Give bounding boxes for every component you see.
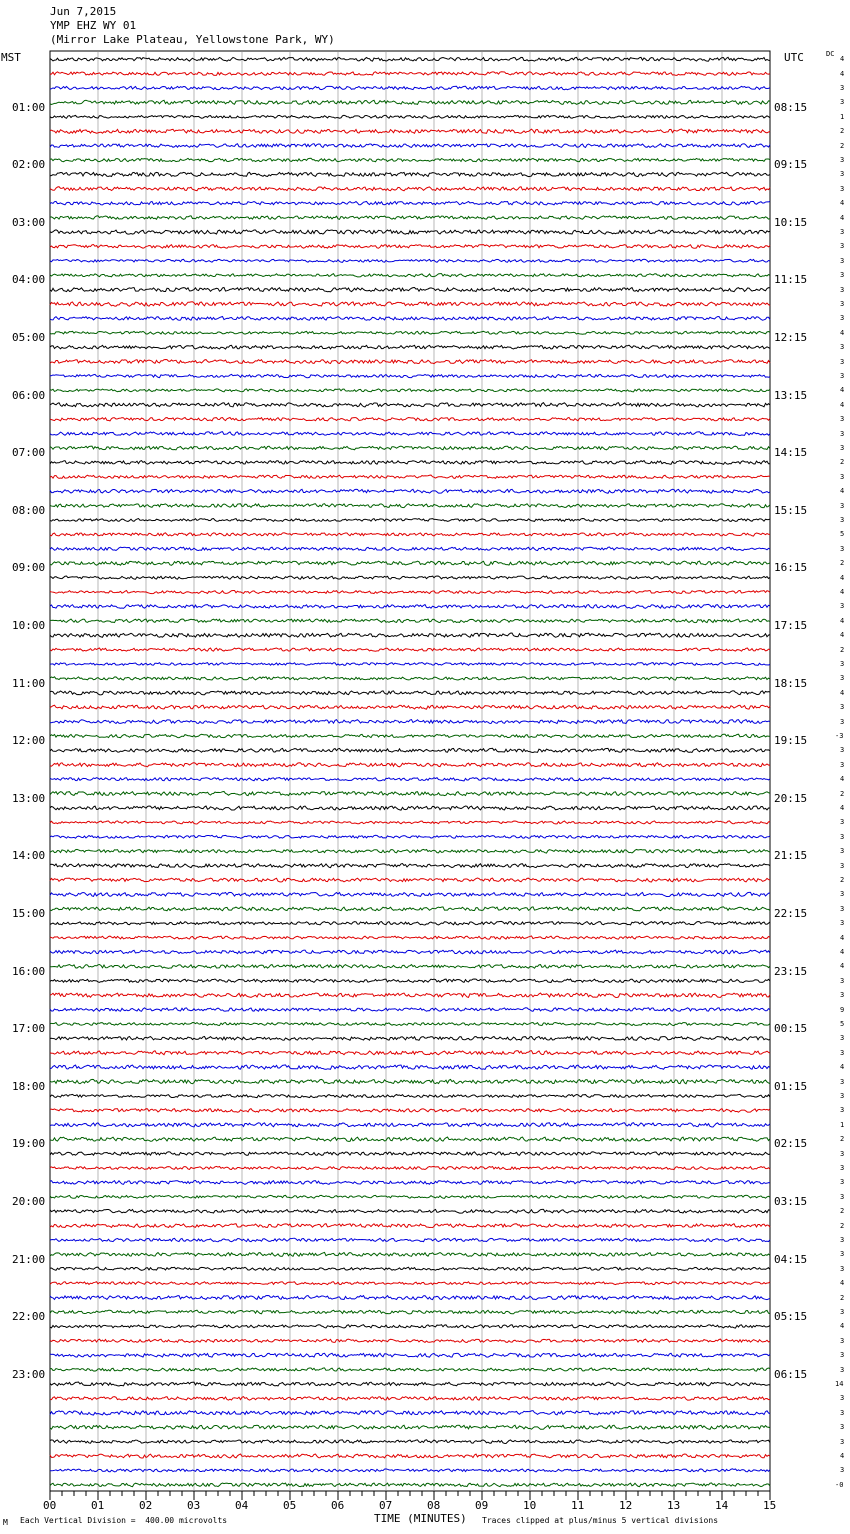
- dc-offset-value: 3: [840, 1250, 845, 1259]
- dc-offset-value: 3: [840, 300, 845, 308]
- trace-row: [50, 662, 770, 665]
- x-tick-label: 09: [475, 1499, 489, 1512]
- mst-hour-label: 04:00: [12, 273, 46, 287]
- dc-label: DC: [826, 50, 835, 58]
- trace-row: [50, 950, 770, 954]
- dc-offset-value: 3: [840, 1466, 845, 1475]
- trace-row: [50, 519, 770, 522]
- trace-row: [50, 1209, 770, 1213]
- x-tick-label: 10: [523, 1499, 537, 1512]
- dc-offset-value: 3: [840, 1423, 845, 1432]
- mst-hour-label: 22:00: [12, 1310, 46, 1324]
- utc-hour-label: 18:15: [774, 676, 808, 690]
- trace-row: [50, 864, 770, 868]
- utc-hour-label: 10:15: [774, 215, 808, 229]
- dc-offset-value: 4: [840, 933, 845, 942]
- trace-row: [50, 1411, 770, 1415]
- trace-row: [50, 461, 770, 465]
- utc-label: UTC: [784, 51, 804, 64]
- dc-offset-value: 3: [840, 1077, 845, 1086]
- dc-offset-value: 3: [840, 1308, 845, 1316]
- trace-row: [50, 604, 770, 608]
- dc-offset-value: 4: [840, 386, 845, 395]
- x-tick-label: 02: [139, 1499, 153, 1512]
- trace-row: [50, 734, 770, 737]
- dc-offset-value: 1: [840, 112, 845, 121]
- trace-row: [50, 979, 770, 983]
- x-tick-label: 11: [571, 1499, 585, 1512]
- dc-offset-value: 3: [840, 472, 845, 481]
- dc-offset-value: 3: [840, 429, 845, 438]
- trace-row: [50, 331, 770, 334]
- dc-offset-value: 3: [840, 1192, 845, 1201]
- trace-row: [50, 878, 770, 882]
- dc-offset-value: 3: [840, 271, 845, 280]
- dc-offset-value: 3: [840, 343, 845, 352]
- trace-row: [50, 100, 770, 104]
- dc-offset-value: 3: [840, 1092, 845, 1100]
- trace-row: [50, 705, 770, 709]
- trace-row: [50, 1339, 770, 1342]
- utc-hour-label: 21:15: [774, 849, 808, 863]
- trace-row: [50, 1368, 770, 1371]
- trace-row: [50, 418, 770, 421]
- dc-offset-value: 3: [840, 156, 845, 164]
- trace-row: [50, 835, 770, 838]
- x-tick-label: 07: [379, 1499, 393, 1512]
- dc-offset-value: 3: [840, 991, 845, 1000]
- dc-offset-value: 4: [840, 400, 845, 409]
- dc-offset-value: 14: [835, 1380, 844, 1388]
- dc-offset-value: 3: [840, 228, 845, 236]
- dc-offset-value: 3: [840, 703, 845, 712]
- trace-row: [50, 374, 770, 377]
- mst-hour-label: 03:00: [12, 215, 46, 229]
- trace-row: [50, 1195, 770, 1198]
- trace-row: [50, 172, 770, 176]
- dc-offset-value: 4: [840, 688, 845, 697]
- x-tick-label: 05: [283, 1499, 297, 1512]
- mst-label: MST: [1, 51, 21, 64]
- dc-offset-value: 3: [840, 919, 845, 928]
- dc-offset-value: 3: [840, 415, 845, 424]
- trace-row: [50, 1425, 770, 1429]
- mst-hour-label: 12:00: [12, 734, 46, 748]
- trace-row: [50, 1152, 770, 1156]
- dc-offset-value: 3: [840, 544, 845, 553]
- dc-offset-value: 4: [840, 55, 845, 64]
- dc-offset-value: 2: [840, 876, 845, 884]
- mst-hour-label: 18:00: [12, 1079, 46, 1093]
- utc-hour-label: 13:15: [774, 388, 808, 402]
- trace-row: [50, 1325, 770, 1328]
- dc-offset-value: 4: [840, 962, 845, 971]
- dc-offset-value: 3: [840, 1178, 845, 1187]
- dc-offset-value: 3: [840, 890, 845, 899]
- dc-offset-value: 3: [840, 818, 845, 827]
- trace-row: [50, 345, 770, 349]
- dc-offset-value: 9: [840, 1005, 845, 1014]
- dc-offset-value: 4: [840, 588, 845, 596]
- trace-row: [50, 921, 770, 925]
- dc-offset-value: 3: [840, 832, 845, 841]
- dc-offset-value: 3: [840, 98, 845, 107]
- x-tick-label: 01: [91, 1499, 105, 1512]
- trace-row: [50, 1440, 770, 1444]
- trace-row: [50, 302, 770, 306]
- dc-offset-value: 4: [840, 775, 845, 784]
- trace-row: [50, 57, 770, 61]
- dc-offset-value: 3: [840, 1264, 845, 1273]
- trace-row: [50, 1094, 770, 1097]
- trace-row: [50, 1166, 770, 1169]
- dc-offset-value: 3: [840, 314, 845, 323]
- dc-offset-value: 2: [840, 789, 845, 798]
- mst-hour-label: 21:00: [12, 1252, 46, 1266]
- dc-offset-value: 4: [840, 1279, 845, 1288]
- trace-row: [50, 590, 770, 593]
- dc-offset-value: 3: [840, 357, 845, 366]
- trace-row: [50, 964, 770, 968]
- trace-row: [50, 763, 770, 767]
- x-tick-label: 04: [235, 1499, 249, 1512]
- trace-row: [50, 446, 770, 450]
- mst-hour-label: 16:00: [12, 964, 46, 978]
- x-tick-label: 00: [43, 1499, 57, 1512]
- trace-row: [50, 806, 770, 810]
- dc-offset-value: 3: [840, 1034, 845, 1043]
- x-tick-label: 15: [763, 1499, 777, 1512]
- dc-offset-value: 3: [840, 516, 845, 524]
- dc-offset-value: -0: [835, 1480, 844, 1489]
- dc-offset-value: 3: [840, 717, 845, 726]
- dc-offset-value: 4: [840, 487, 845, 496]
- dc-offset-value: 3: [840, 1394, 845, 1403]
- trace-row: [50, 1123, 770, 1127]
- trace-row: [50, 648, 770, 651]
- dc-offset-value: 3: [840, 1236, 845, 1244]
- x-tick-label: 08: [427, 1499, 441, 1512]
- x-axis-title: TIME (MINUTES): [374, 1512, 467, 1525]
- trace-row: [50, 230, 770, 234]
- dc-offset-value: 3: [840, 170, 845, 179]
- trace-row: [50, 633, 770, 637]
- mst-hour-label: 08:00: [12, 503, 46, 517]
- x-tick-label: 14: [715, 1499, 729, 1512]
- mst-hour-label: 19:00: [12, 1137, 46, 1151]
- dc-offset-value: 3: [840, 760, 845, 769]
- dc-offset-value: 5: [840, 1020, 845, 1028]
- trace-row: [50, 1469, 770, 1472]
- dc-offset-value: 4: [840, 616, 845, 625]
- trace-row: [50, 561, 770, 565]
- trace-row: [50, 547, 770, 550]
- dc-offset-value: 3: [840, 1408, 845, 1417]
- dc-offset-value: 3: [840, 184, 845, 193]
- trace-row: [50, 1238, 770, 1241]
- trace-row: [50, 201, 770, 205]
- utc-hour-label: 06:15: [774, 1367, 808, 1381]
- dc-offset-value: 3: [840, 1149, 845, 1158]
- dc-offset-value: 3: [840, 746, 845, 755]
- dc-offset-value: 4: [840, 573, 845, 582]
- plot-frame: [50, 51, 770, 1491]
- trace-row: [50, 1180, 770, 1184]
- utc-hour-label: 09:15: [774, 158, 808, 172]
- dc-offset-value: 3: [840, 861, 845, 870]
- dc-offset-value: 3: [840, 1164, 845, 1172]
- trace-row: [50, 791, 770, 795]
- trace-row: [50, 115, 770, 118]
- trace-row: [50, 86, 770, 89]
- mst-hour-label: 09:00: [12, 561, 46, 575]
- trace-row: [50, 1282, 770, 1285]
- utc-hour-label: 22:15: [774, 907, 808, 920]
- utc-hour-label: 14:15: [774, 446, 808, 460]
- trace-row: [50, 720, 770, 724]
- dc-offset-value: 4: [840, 1063, 845, 1072]
- dc-offset-value: 3: [840, 444, 845, 452]
- trace-row: [50, 1036, 770, 1040]
- dc-offset-value: 3: [840, 1437, 845, 1446]
- trace-row: [50, 158, 770, 161]
- trace-row: [50, 1382, 770, 1386]
- mst-hour-label: 02:00: [12, 158, 46, 172]
- trace-row: [50, 360, 770, 364]
- trace-row: [50, 691, 770, 695]
- trace-row: [50, 245, 770, 249]
- mst-hour-label: 17:00: [12, 1022, 46, 1036]
- vertical-division-note: Each Vertical Division = 400.00 microvolts: [20, 1516, 228, 1525]
- trace-row: [50, 259, 770, 262]
- trace-row: [50, 1051, 770, 1055]
- dc-offset-value: 2: [840, 127, 845, 136]
- corner-mark: M: [3, 1518, 8, 1527]
- utc-hour-label: 02:15: [774, 1137, 808, 1151]
- utc-hour-label: 03:15: [774, 1195, 808, 1208]
- dc-offset-value: 4: [840, 631, 845, 640]
- mst-hour-label: 14:00: [12, 849, 46, 863]
- dc-offset-value: 3: [840, 372, 845, 380]
- trace-row: [50, 317, 770, 321]
- trace-row: [50, 129, 770, 133]
- trace-row: [50, 1137, 770, 1141]
- dc-offset-value: 2: [840, 1221, 845, 1230]
- trace-row: [50, 403, 770, 407]
- trace-row: [50, 1079, 770, 1083]
- dc-offset-value: 3: [840, 602, 845, 611]
- dc-offset-value: 3: [840, 674, 845, 683]
- utc-hour-label: 08:15: [774, 100, 808, 114]
- trace-row: [50, 778, 770, 781]
- trace-row: [50, 1295, 770, 1299]
- dc-offset-value: 3: [840, 501, 845, 510]
- dc-offset-value: 4: [840, 199, 845, 208]
- dc-offset-value: 2: [840, 1207, 845, 1216]
- dc-offset-value: 2: [840, 645, 845, 654]
- trace-row: [50, 1353, 770, 1357]
- trace-row: [50, 1483, 770, 1487]
- dc-offset-value: 3: [840, 1351, 845, 1360]
- dc-offset-value: 3: [840, 904, 845, 913]
- x-tick-label: 03: [187, 1499, 201, 1512]
- dc-offset-value: 3: [840, 976, 845, 985]
- trace-row: [50, 287, 770, 291]
- dc-offset-value: 2: [840, 141, 845, 150]
- trace-row: [50, 1008, 770, 1012]
- x-tick-label: 12: [619, 1499, 633, 1512]
- trace-row: [50, 187, 770, 191]
- dc-offset-value: 5: [840, 530, 845, 539]
- utc-hour-label: 17:15: [774, 619, 808, 632]
- dc-offset-value: 3: [840, 84, 845, 92]
- trace-row: [50, 936, 770, 939]
- trace-row: [50, 821, 770, 824]
- dc-offset-value: 3: [840, 847, 845, 856]
- trace-row: [50, 677, 770, 680]
- utc-hour-label: 05:15: [774, 1310, 808, 1324]
- station-code: YMP EHZ WY 01: [50, 19, 137, 32]
- dc-offset-value: 3: [840, 285, 845, 294]
- trace-row: [50, 1065, 770, 1069]
- dc-offset-value: 3: [840, 1048, 845, 1057]
- trace-row: [50, 993, 770, 997]
- dc-offset-value: -3: [835, 732, 844, 740]
- trace-row: [50, 475, 770, 478]
- time-axis: [50, 1491, 770, 1500]
- utc-hour-label: 16:15: [774, 561, 808, 575]
- dc-offset-value: 4: [840, 804, 845, 812]
- trace-row: [50, 849, 770, 853]
- dc-offset-value: 2: [840, 1135, 845, 1144]
- dc-offset-value: 2: [840, 1293, 845, 1302]
- trace-row: [50, 748, 770, 752]
- dc-offset-value: 4: [840, 328, 845, 337]
- trace-row: [50, 1109, 770, 1113]
- mst-hour-label: 05:00: [12, 331, 46, 344]
- utc-hour-label: 01:15: [774, 1079, 808, 1093]
- mst-hour-label: 13:00: [12, 791, 46, 805]
- trace-row: [50, 144, 770, 148]
- dc-offset-value: 3: [840, 256, 845, 265]
- dc-offset-value: 4: [840, 1322, 845, 1331]
- mst-hour-label: 10:00: [12, 619, 46, 632]
- dc-offset-value: 3: [840, 1365, 845, 1374]
- trace-row: [50, 907, 770, 911]
- plot-date: Jun 7,2015: [50, 5, 117, 18]
- trace-row: [50, 1224, 770, 1228]
- x-tick-label: 13: [667, 1499, 681, 1512]
- dc-offset-value: 3: [840, 1106, 845, 1115]
- trace-row: [50, 892, 770, 896]
- trace-row: [50, 274, 770, 277]
- utc-hour-label: 19:15: [774, 734, 808, 748]
- trace-row: [50, 576, 770, 579]
- seismic-traces: [50, 57, 770, 1486]
- utc-hour-label: 15:15: [774, 503, 808, 517]
- trace-row: [50, 1397, 770, 1401]
- mst-hour-label: 20:00: [12, 1195, 46, 1208]
- trace-row: [50, 533, 770, 536]
- trace-row: [50, 1267, 770, 1270]
- trace-row: [50, 72, 770, 76]
- clipping-note: Traces clipped at plus/minus 5 vertical divisions: [482, 1516, 719, 1525]
- dc-offset-value: 1: [840, 1120, 845, 1129]
- dc-offset-value: 2: [840, 458, 845, 467]
- utc-hour-label: 11:15: [774, 273, 808, 287]
- trace-row: [50, 1454, 770, 1458]
- dc-offset-value: 3: [840, 242, 845, 251]
- trace-row: [50, 619, 770, 623]
- trace-row: [50, 1022, 770, 1025]
- utc-hour-label: 23:15: [774, 964, 808, 978]
- trace-row: [50, 389, 770, 392]
- dc-offset-value: 4: [840, 213, 845, 222]
- dc-offset-value: 4: [840, 69, 845, 78]
- mst-hour-label: 07:00: [12, 446, 46, 460]
- mst-hour-label: 11:00: [12, 676, 46, 690]
- trace-row: [50, 1310, 770, 1314]
- dc-offset-value: 3: [840, 660, 845, 668]
- minute-gridlines: [98, 51, 722, 1491]
- trace-row: [50, 504, 770, 508]
- mst-hour-label: 23:00: [12, 1367, 46, 1381]
- mst-hour-label: 01:00: [12, 100, 46, 114]
- x-tick-label: 06: [331, 1499, 345, 1512]
- utc-hour-label: 00:15: [774, 1022, 808, 1036]
- dc-offset-value: 4: [840, 948, 845, 956]
- trace-row: [50, 1252, 770, 1256]
- utc-hour-label: 12:15: [774, 331, 808, 344]
- dc-offset-value: 3: [840, 1336, 845, 1345]
- mst-hour-label: 06:00: [12, 388, 46, 402]
- trace-row: [50, 432, 770, 436]
- dc-offset-value: 2: [840, 559, 845, 568]
- utc-hour-label: 04:15: [774, 1252, 808, 1266]
- station-location: (Mirror Lake Plateau, Yellowstone Park, WY): [50, 33, 335, 46]
- mst-hour-label: 15:00: [12, 907, 46, 920]
- trace-row: [50, 216, 770, 220]
- utc-hour-label: 20:15: [774, 791, 808, 805]
- trace-row: [50, 489, 770, 493]
- dc-offset-value: 4: [840, 1452, 845, 1460]
